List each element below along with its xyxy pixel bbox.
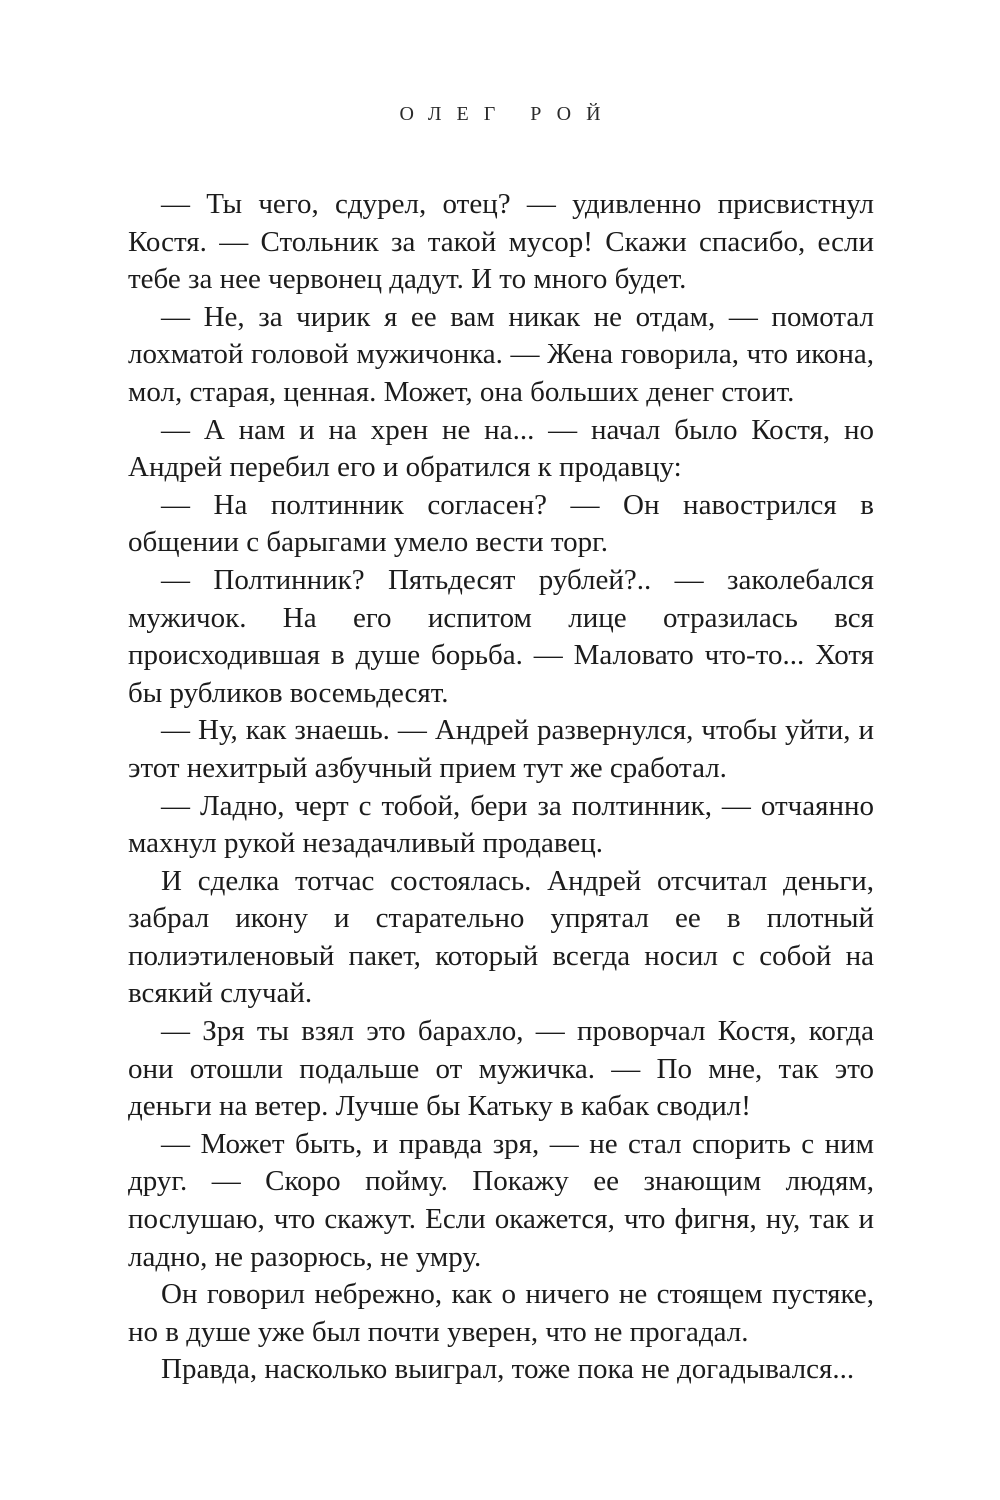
paragraph: — А нам и на хрен не на... — начал было Костя, но Андрей перебил его и обратился к продавцу:: [128, 413, 874, 484]
paragraph: — Ты чего, сдурел, отец? — удивленно присвистнул Костя. — Стольник за такой мусор! Скажи спасибо, если тебе за нее червонец дадут. И то много будет.: [128, 188, 874, 296]
paragraph: — Ладно, черт с тобой, бери за полтинник, — отчаянно махнул рукой незадачливый продавец.: [128, 789, 874, 860]
running-header-author: ОЛЕГ РОЙ: [399, 103, 616, 125]
paragraph: Он говорил небрежно, как о ничего не стоящем пустяке, но в душе уже был почти уверен, что не прогадал.: [128, 1278, 874, 1348]
paragraph: — Зря ты взял это барахло, — проворчал Костя, когда они отошли подальше от мужичка. — По мне, так это деньги на ветер. Лучше бы Катьку в кабак сводил!: [128, 1015, 874, 1123]
paragraph: — Ну, как знаешь. — Андрей развернулся, чтобы уйти, и этот нехитрый азбучный прием тут же сработал.: [128, 714, 874, 784]
paragraph: — Полтинник? Пятьдесят рублей?.. — заколебался мужичок. На его испитом лице отразилась вся происходившая в душе борьба. — Маловато что-то... Хотя бы рубликов восемьдесят.: [128, 563, 874, 709]
paragraph: — На полтинник согласен? — Он навострился в общении с барыгами умело вести торг.: [128, 488, 874, 559]
body-text: [128, 186, 874, 1389]
paragraph: И сделка тотчас состоялась. Андрей отсчитал деньги, забрал икону и старательно упрятал ее в плотный полиэтиленовый пакет, который всегда носил с собой на всякий случай.: [128, 864, 874, 1010]
paragraph: Правда, насколько выиграл, тоже пока не догадывался...: [161, 1353, 855, 1386]
paragraph: — Не, за чирик я ее вам никак не отдам, — помотал лохматой головой мужичонка. — Жена говорила, что икона, мол, старая, ценная. Может, она больших денег стоит.: [128, 300, 874, 408]
paragraph: — Может быть, и правда зря, — не стал спорить с ним друг. — Скоро пойму. Покажу ее знающим людям, послушаю, что скажут. Если окажется, что фигня, ну, так и ладно, не разорюсь, не умру.: [128, 1127, 874, 1273]
